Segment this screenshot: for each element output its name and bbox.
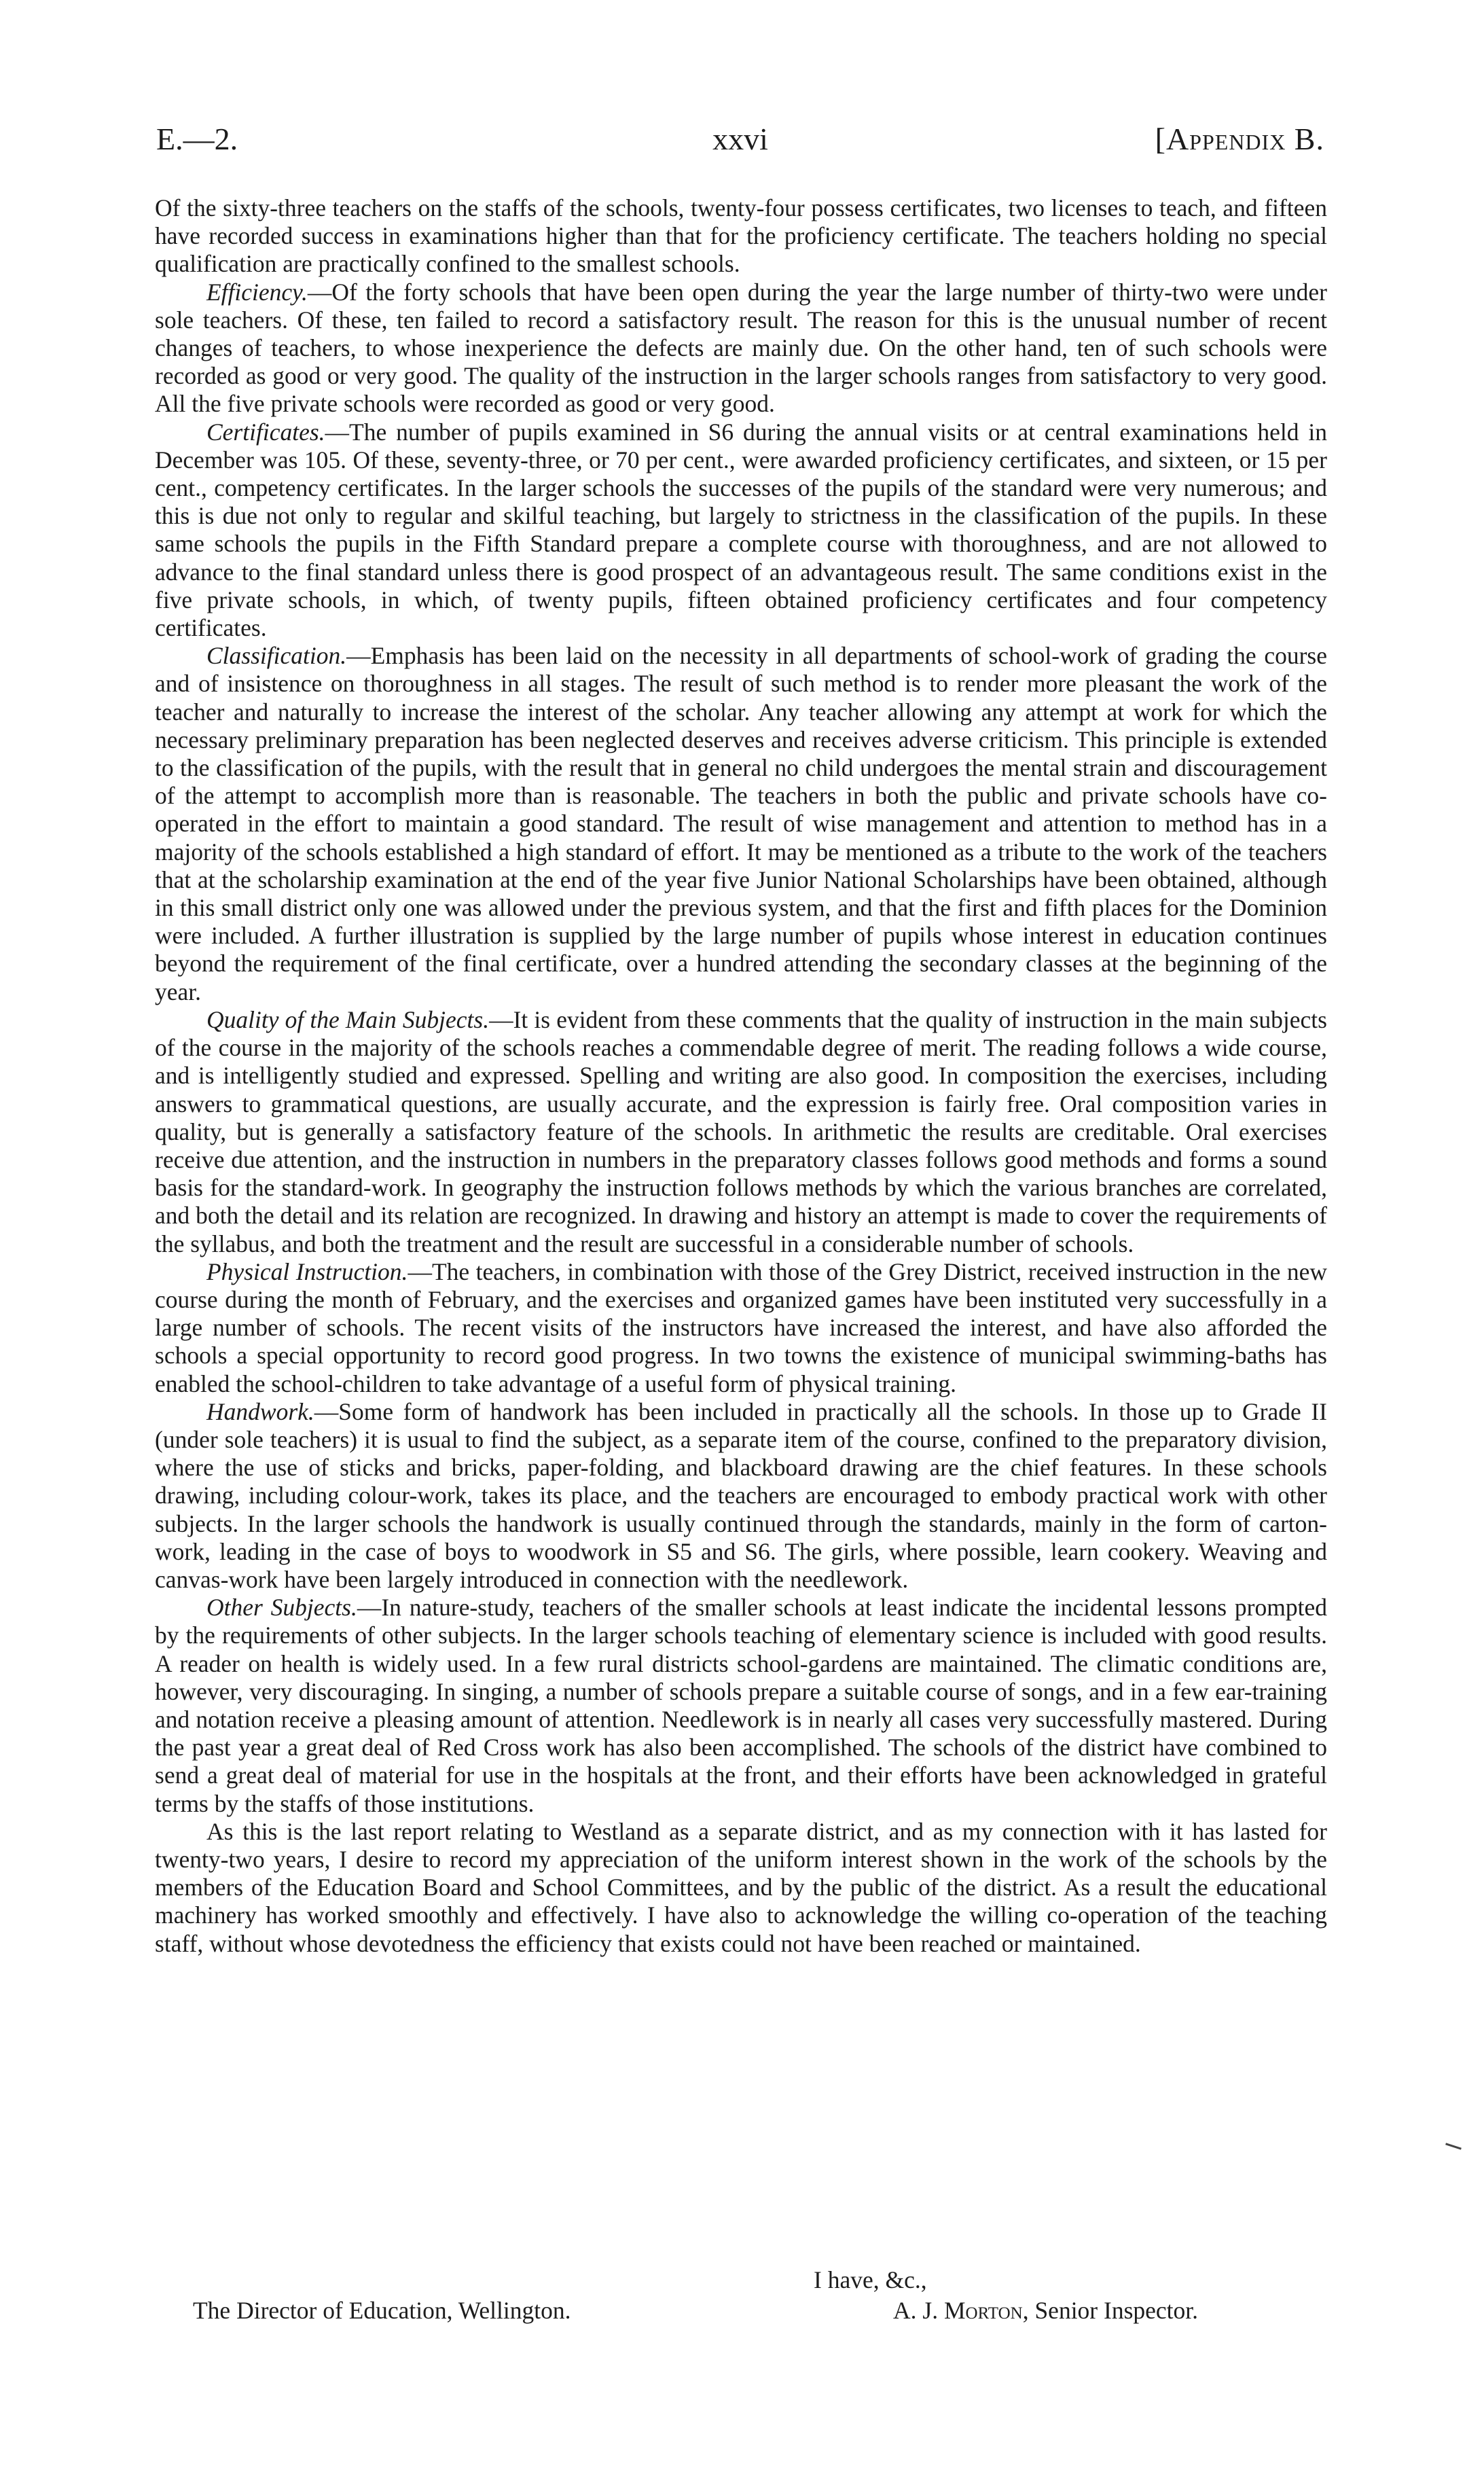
paragraph-main-subjects bbox=[155, 1006, 1327, 1258]
section-heading: Other Subjects. bbox=[206, 1594, 357, 1622]
appendix-label: [Appendix B. bbox=[1155, 122, 1324, 156]
paragraph-text: —Of the forty schools that have been open during the year the large number of thirty-two were under sole teachers. Of these, ten failed to record a satisfactory result. The reason for this is the unusual number of recent changes of teachers, to whose inexperience the defects are mainly due. On the other hand, ten of such schools were recorded as good or very good. The quality of the instruction in the larger schools ranges from satisfactory to very good. All the five private schools were recorded as good or very good. bbox=[155, 278, 1327, 418]
paragraph-efficiency bbox=[155, 279, 1327, 418]
paragraph-closing-remarks bbox=[155, 1818, 1327, 1958]
paragraph-physical-instruction bbox=[155, 1258, 1327, 1398]
paragraph-text: As this is the last report relating to Westland as a separate district, and as my connection with it has lasted for twenty-two years, I desire to record my appreciation of the uniform interest shown in the work of the schools by the members of the Education Board and School Committees, and by the public of the district. As a result the educational machinery has worked smoothly and effectively. I have also to acknowledge the willing co-operation of the teaching staff, without whose devotedness the efficiency that exists could not have been reached or maintained. bbox=[155, 1817, 1327, 1957]
addressee: The Director of Education, Wellington. bbox=[193, 2297, 571, 2324]
paragraph-classification bbox=[155, 642, 1327, 1006]
paragraph-text: —The number of pupils examined in S6 during the annual visits or at central examinations held in December was 105. Of these, seventy-three, or 70 per cent., were awarded proficiency certificates, and sixteen, or 15 per cent., competency certificates. In the larger schools the successes of the pupils of the standard were very numerous; and this is due not only to regular and skilful teaching, but largely to strictness in the classification of the pupils. In these same schools the pupils in the Fifth Standard prepare a complete course with thoroughness, and are not allowed to advance to the final standard unless there is good prospect of an advantageous result. The same conditions exist in the five private schools, in which, of twenty pupils, fifteen obtained proficiency certificates and four competency certificates. bbox=[155, 418, 1327, 642]
section-heading: Physical Instruction. bbox=[206, 1257, 408, 1285]
salutation: I have, &c., bbox=[814, 2266, 927, 2293]
signature-line bbox=[893, 2296, 1198, 2325]
signatory-title: , Senior Inspector. bbox=[1022, 2297, 1198, 2324]
section-heading: Handwork. bbox=[206, 1397, 314, 1425]
page-header bbox=[156, 121, 1324, 168]
section-heading: Efficiency. bbox=[206, 278, 308, 306]
paragraph-certificates bbox=[155, 418, 1327, 643]
paragraph-text: —It is evident from these comments that the quality of instruction in the main subjects of the course in the majority of the schools reaches a commendable degree of merit. The reading follows a wide course, and is intelligently studied and expressed. Spelling and writing are also good. In composition the exercises, including answers to grammatical questions, are usually accurate, and the expression is fairly free. Oral composition varies in quality, but is generally a satisfactory feature of the schools. In arithmetic the results are creditable. Oral exercises receive due attention, and the instruction in numbers in the preparatory classes follows good methods and forms a sound basis for the standard-work. In geography the instruction follows methods by which the various branches are correlated, and both the detail and its relation are recognized. In drawing and history an attempt is made to cover the requirements of the syllabus, and both the treatment and the result are successful in a considerable number of schools. bbox=[155, 1005, 1327, 1257]
report-body bbox=[155, 194, 1327, 1958]
section-heading: Classification. bbox=[206, 642, 347, 670]
margin-mark bbox=[1445, 2143, 1462, 2149]
section-heading: Quality of the Main Subjects. bbox=[206, 1005, 490, 1033]
signatory-name: Morton bbox=[943, 2297, 1023, 2324]
paragraph-teachers bbox=[155, 194, 1327, 279]
document-reference: E.—2. bbox=[156, 122, 238, 156]
paragraph-other-subjects bbox=[155, 1594, 1327, 1818]
section-heading: Certificates. bbox=[206, 418, 325, 446]
signatory-initials: A. J. bbox=[893, 2297, 944, 2324]
paragraph-handwork bbox=[155, 1398, 1327, 1594]
paragraph-text: —In nature-study, teachers of the smaller schools at least indicate the incidental lessons prompted by the requirements of other subjects. In the larger schools teaching of elementary science is included with good results. A reader on health is widely used. In a few rural districts school-gardens are maintained. The climatic conditions are, however, very discouraging. In singing, a number of schools prepare a suitable course of songs, and in a few ear-training and notation receive a pleasing amount of attention. Needlework is in nearly all cases very successfully mastered. During the past year a great deal of Red Cross work has also been accomplished. The schools of the district have combined to send a great deal of material for use in the hospitals at the front, and their efforts have been acknowledged in grateful terms by the staffs of those institutions. bbox=[155, 1594, 1327, 1817]
paragraph-text: Of the sixty-three teachers on the staffs of the schools, twenty-four possess certificates, two licenses to teach, and fifteen have recorded success in examinations higher than that for the proficiency certificate. The teachers holding no special qualification are practically confined to the smallest schools. bbox=[155, 194, 1327, 278]
paragraph-text: —Some form of handwork has been included in practically all the schools. In those up to Grade II (under sole teachers) it is usual to find the subject, as a separate item of the course, confined to the preparatory division, where the use of sticks and bricks, paper-folding, and blackboard drawing are the chief features. In these schools drawing, including colour-work, takes its place, and the teachers are encouraged to embody practical work with other subjects. In the larger schools the handwork is usually continued through the standards, mainly in the form of carton-work, leading in the case of boys to woodwork in S5 and S6. The girls, where possible, learn cookery. Weaving and canvas-work have been largely introduced in connection with the needlework. bbox=[155, 1397, 1327, 1593]
paragraph-text: —The teachers, in combination with those of the Grey District, received instruction in the new course during the month of February, and the exercises and organized games have been instituted very successfully in a large number of schools. The recent visits of the instructors have increased the interest, and have also afforded the schools a special opportunity to record good progress. In two towns the existence of municipal swimming-baths has enabled the school-children to take advantage of a useful form of physical training. bbox=[155, 1257, 1327, 1397]
page-number: xxvi bbox=[712, 122, 768, 156]
paragraph-text: —Emphasis has been laid on the necessity in all departments of school-work of grading the course and of insistence on thoroughness in all stages. The result of such method is to render more pleasant the work of the teacher and naturally to increase the interest of the scholar. Any teacher allowing any attempt at work for which the necessary preliminary preparation has been neglected deserves and receives adverse criticism. This principle is extended to the classification of the pupils, with the result that in general no child undergoes the mental strain and discouragement of the attempt to accomplish more than is reasonable. The teachers in both the public and private schools have co-operated in the effort to maintain a good standard. The result of wise management and attention to method has in a majority of the schools established a high standard of effort. It may be mentioned as a tribute to the work of the teachers that at the scholarship examination at the end of the year five Junior National Scholarships have been obtained, although in this small district only one was allowed under the previous system, and that the first and fifth places for the Dominion were included. A further illustration is supplied by the large number of pupils whose interest in education continues beyond the requirement of the final certificate, over a hundred attending the secondary classes at the beginning of the year. bbox=[155, 642, 1327, 1005]
